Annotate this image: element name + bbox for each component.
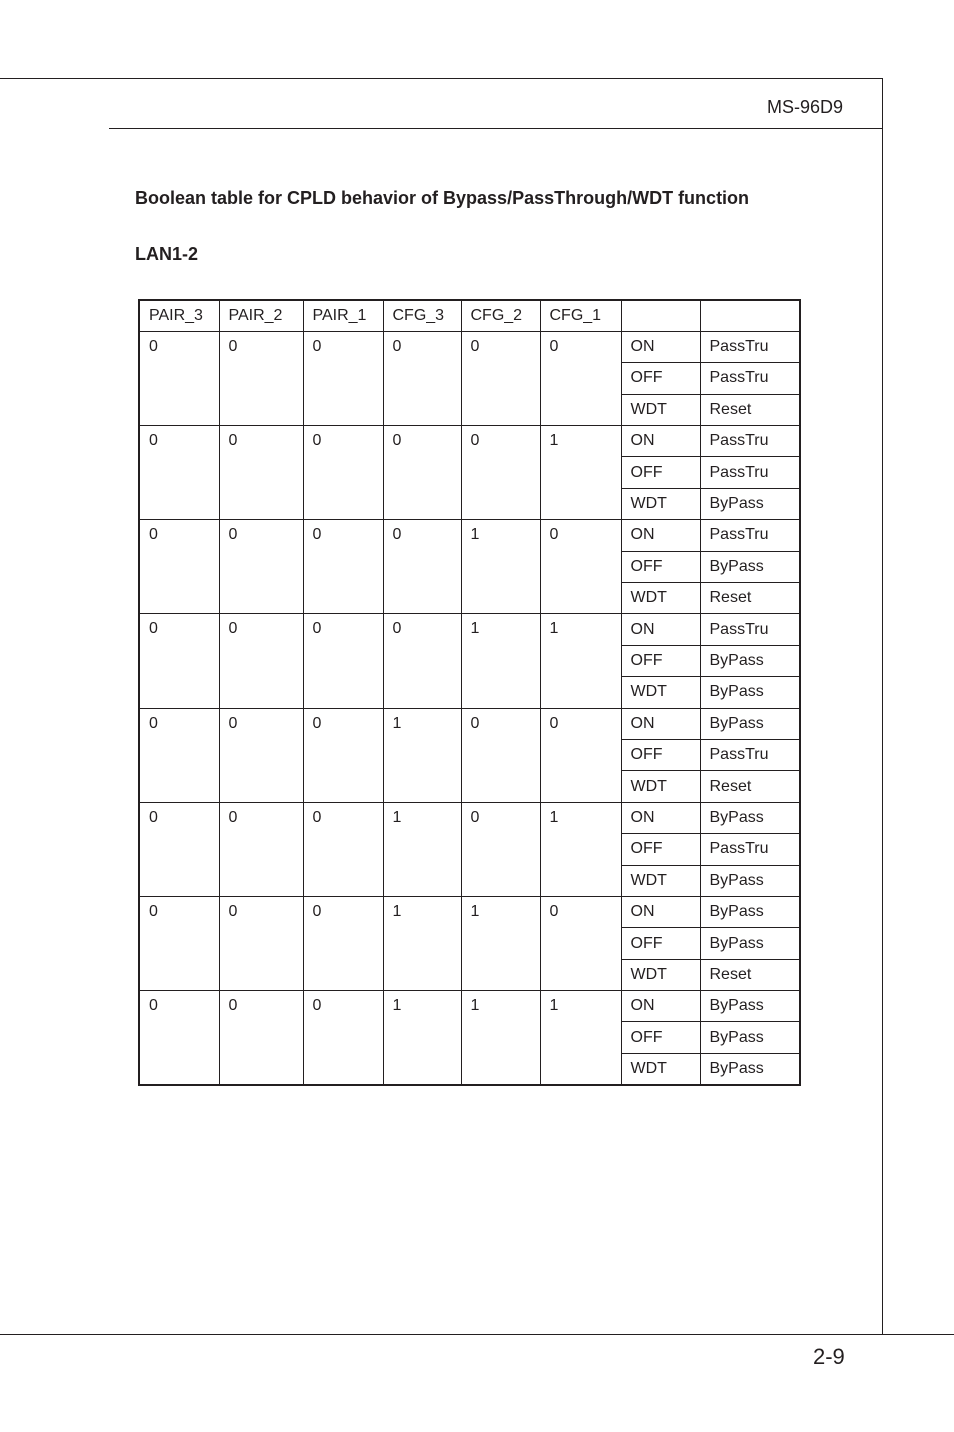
table-row xyxy=(139,991,800,1022)
result-cell: ByPass xyxy=(700,928,800,959)
bit-cell: 1 xyxy=(461,991,540,1085)
bit-cell: 0 xyxy=(139,708,219,802)
mode-cell: WDT xyxy=(621,1053,700,1084)
bit-cell: 0 xyxy=(219,896,303,990)
bit-cell: 0 xyxy=(139,520,219,614)
bit-cell: 0 xyxy=(219,331,303,425)
result-cell: ByPass xyxy=(700,865,800,896)
column-header: CFG_3 xyxy=(383,300,461,331)
bit-cell: 0 xyxy=(540,520,621,614)
bit-cell: 0 xyxy=(383,614,461,708)
bit-cell: 0 xyxy=(139,991,219,1085)
page-number: 2-9 xyxy=(813,1344,845,1369)
result-cell: ByPass xyxy=(700,1022,800,1053)
model-number: MS-96D9 xyxy=(767,97,844,117)
table-row xyxy=(139,331,800,362)
bit-cell: 1 xyxy=(383,802,461,896)
mode-cell: OFF xyxy=(621,739,700,770)
bit-cell: 0 xyxy=(139,426,219,520)
result-cell: ByPass xyxy=(700,488,800,519)
table-header-row xyxy=(139,300,800,331)
bit-cell: 0 xyxy=(383,426,461,520)
result-cell: PassTru xyxy=(700,520,800,551)
result-cell: ByPass xyxy=(700,802,800,833)
result-cell: ByPass xyxy=(700,645,800,676)
result-cell: ByPass xyxy=(700,991,800,1022)
bit-cell: 0 xyxy=(139,331,219,425)
mode-cell: ON xyxy=(621,896,700,927)
bit-cell: 0 xyxy=(303,991,383,1085)
mode-cell: ON xyxy=(621,991,700,1022)
result-cell: ByPass xyxy=(700,1053,800,1084)
column-header: PAIR_1 xyxy=(303,300,383,331)
bit-cell: 1 xyxy=(540,426,621,520)
bit-cell: 0 xyxy=(461,802,540,896)
table-row xyxy=(139,896,800,927)
bit-cell: 0 xyxy=(303,896,383,990)
mode-cell: WDT xyxy=(621,771,700,802)
result-cell: Reset xyxy=(700,771,800,802)
result-cell: PassTru xyxy=(700,426,800,457)
boolean-table xyxy=(138,299,801,1086)
column-header: CFG_2 xyxy=(461,300,540,331)
table-row xyxy=(139,802,800,833)
result-cell: PassTru xyxy=(700,457,800,488)
bit-cell: 0 xyxy=(139,896,219,990)
bit-cell: 0 xyxy=(219,614,303,708)
bit-cell: 1 xyxy=(461,614,540,708)
bit-cell: 0 xyxy=(461,708,540,802)
bit-cell: 0 xyxy=(219,708,303,802)
bit-cell: 0 xyxy=(139,614,219,708)
mode-cell: ON xyxy=(621,520,700,551)
bit-cell: 1 xyxy=(461,896,540,990)
bit-cell: 0 xyxy=(383,331,461,425)
bit-cell: 0 xyxy=(303,426,383,520)
result-cell: Reset xyxy=(700,583,800,614)
result-cell: PassTru xyxy=(700,834,800,865)
bit-cell: 0 xyxy=(461,331,540,425)
bit-cell: 1 xyxy=(383,991,461,1085)
bit-cell: 0 xyxy=(540,896,621,990)
column-header: CFG_1 xyxy=(540,300,621,331)
right-margin-rule xyxy=(882,78,883,1335)
mode-cell: OFF xyxy=(621,551,700,582)
result-cell: PassTru xyxy=(700,331,800,362)
bit-cell: 0 xyxy=(219,802,303,896)
mode-cell: OFF xyxy=(621,457,700,488)
mode-cell: OFF xyxy=(621,928,700,959)
bit-cell: 0 xyxy=(303,614,383,708)
table-row xyxy=(139,426,800,457)
top-rule xyxy=(0,78,883,79)
bit-cell: 0 xyxy=(303,802,383,896)
header-rule xyxy=(109,128,883,129)
bit-cell: 0 xyxy=(219,520,303,614)
table-row xyxy=(139,708,800,739)
bit-cell: 0 xyxy=(383,520,461,614)
column-header xyxy=(621,300,700,331)
bit-cell: 1 xyxy=(540,614,621,708)
mode-cell: WDT xyxy=(621,394,700,425)
column-header: PAIR_2 xyxy=(219,300,303,331)
mode-cell: ON xyxy=(621,426,700,457)
mode-cell: WDT xyxy=(621,959,700,990)
bit-cell: 0 xyxy=(540,708,621,802)
mode-cell: OFF xyxy=(621,834,700,865)
bit-cell: 1 xyxy=(540,802,621,896)
result-cell: Reset xyxy=(700,394,800,425)
table-row xyxy=(139,614,800,645)
result-cell: ByPass xyxy=(700,677,800,708)
bit-cell: 1 xyxy=(540,991,621,1085)
mode-cell: WDT xyxy=(621,488,700,519)
result-cell: ByPass xyxy=(700,896,800,927)
mode-cell: ON xyxy=(621,331,700,362)
table-row xyxy=(139,520,800,551)
bit-cell: 1 xyxy=(383,896,461,990)
result-cell: Reset xyxy=(700,959,800,990)
column-header: PAIR_3 xyxy=(139,300,219,331)
result-cell: PassTru xyxy=(700,739,800,770)
mode-cell: ON xyxy=(621,614,700,645)
mode-cell: ON xyxy=(621,802,700,833)
mode-cell: ON xyxy=(621,708,700,739)
mode-cell: WDT xyxy=(621,677,700,708)
bit-cell: 0 xyxy=(219,991,303,1085)
mode-cell: WDT xyxy=(621,583,700,614)
section-heading: Boolean table for CPLD behavior of Bypass/PassThrough/WDT function xyxy=(135,188,750,208)
bottom-rule xyxy=(0,1334,954,1335)
section-subheading: LAN1-2 xyxy=(135,244,199,264)
mode-cell: OFF xyxy=(621,1022,700,1053)
bit-cell: 0 xyxy=(303,520,383,614)
mode-cell: OFF xyxy=(621,645,700,676)
result-cell: PassTru xyxy=(700,614,800,645)
bit-cell: 0 xyxy=(219,426,303,520)
bit-cell: 0 xyxy=(303,331,383,425)
bit-cell: 0 xyxy=(303,708,383,802)
result-cell: ByPass xyxy=(700,551,800,582)
bit-cell: 0 xyxy=(461,426,540,520)
column-header xyxy=(700,300,800,331)
mode-cell: OFF xyxy=(621,363,700,394)
bit-cell: 1 xyxy=(461,520,540,614)
bit-cell: 0 xyxy=(139,802,219,896)
result-cell: ByPass xyxy=(700,708,800,739)
mode-cell: WDT xyxy=(621,865,700,896)
result-cell: PassTru xyxy=(700,363,800,394)
bit-cell: 0 xyxy=(540,331,621,425)
bit-cell: 1 xyxy=(383,708,461,802)
